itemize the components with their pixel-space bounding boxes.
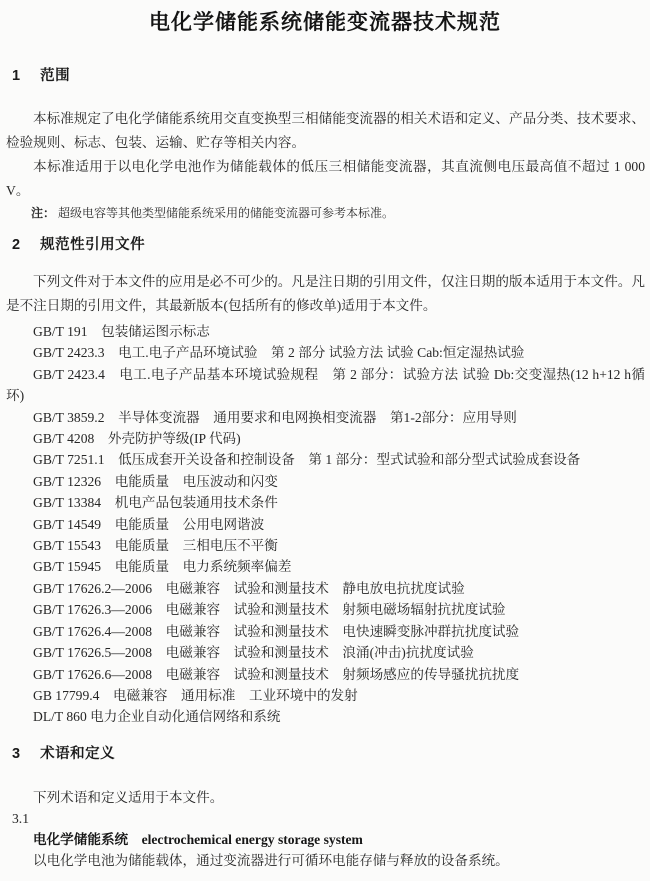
section-1-label: 范围 — [40, 68, 71, 84]
reference-item: GB/T 3859.2 半导体变流器 通用要求和电网换相变流器 第1-2部分：应用导则 — [33, 409, 517, 425]
reference-item: GB/T 17626.6—2008 电磁兼容 试验和测量技术 射频场感应的传导骚扰抗扰度 — [33, 666, 520, 682]
term-english: electrochemical energy storage system — [141, 831, 363, 847]
terms-intro-paragraph: 下列术语和定义适用于本文件。 — [33, 789, 224, 805]
normative-references-list — [6, 321, 645, 728]
reference-item: GB/T 17626.5—2008 电磁兼容 试验和测量技术 浪涌(冲击)抗扰度试验 — [33, 645, 474, 661]
reference-item: GB/T 17626.4—2008 电磁兼容 试验和测量技术 电快速瞬变脉冲群抗扰度试验 — [33, 623, 520, 639]
section-1-number: 1 — [12, 68, 21, 84]
document-title: 电化学储能系统储能变流器技术规范 — [149, 11, 501, 34]
section-3-heading — [12, 746, 650, 763]
term-chinese: 电化学储能系统 — [33, 831, 129, 847]
section-1-heading — [12, 68, 650, 85]
reference-item: GB/T 12326 电能质量 电压波动和闪变 — [33, 473, 278, 489]
section-3-number: 3 — [12, 745, 21, 762]
scope-paragraph-1: 本标准规定了电化学储能系统用交直变换型三相储能变流器的相关术语和定义、产品分类、技术要求、检验规则、标志、包装、运输、贮存等相关内容。 — [6, 111, 645, 150]
reference-item: GB/T 2423.4 电工.电子产品基本环境试验规程 第 2 部分：试验方法 试验 Db:交变湿热(12 h+12 h循环) — [6, 366, 645, 404]
reference-item: GB/T 191 包装储运图示标志 — [33, 324, 210, 339]
reference-item: GB/T 15543 电能质量 三相电压不平衡 — [33, 538, 278, 554]
references-intro-paragraph: 下列文件对于本文件的应用是必不可少的。凡是注日期的引用文件，仅注日期的版本适用于本文件。凡是不注日期的引用文件，其最新版本(包括所有的修改单)适用于本文件。 — [6, 274, 645, 313]
note-label: 注： — [31, 206, 56, 220]
reference-item: GB/T 13384 机电产品包装通用技术条件 — [33, 495, 278, 511]
section-2-label: 规范性引用文件 — [40, 237, 146, 253]
reference-item: GB/T 7251.1 低压成套开关设备和控制设备 第 1 部分：型式试验和部分型式试验成套设备 — [33, 452, 581, 468]
reference-item: GB/T 2423.3 电工.电子产品环境试验 第 2 部分 试验方法 试验 Cab:恒定湿热试验 — [33, 345, 525, 361]
reference-item: GB 17799.4 电磁兼容 通用标准 工业环境中的发射 — [33, 687, 358, 703]
term-number: 3.1 — [12, 810, 29, 826]
reference-item: GB/T 17626.2—2006 电磁兼容 试验和测量技术 静电放电抗扰度试验 — [33, 580, 465, 596]
scope-note — [31, 206, 640, 221]
term-definition: 以电化学电池为储能载体，通过变流器进行可循环电能存储与释放的设备系统。 — [33, 852, 509, 868]
reference-item: GB/T 17626.3—2006 电磁兼容 试验和测量技术 射频电磁场辐射抗扰度试验 — [33, 602, 506, 618]
scope-paragraph-2: 本标准适用于以电化学电池作为储能载体的低压三相储能变流器，其直流侧电压最高值不超过 1 000 V。 — [6, 159, 645, 198]
section-2-heading — [12, 237, 650, 254]
reference-item: GB/T 15945 电能质量 电力系统频率偏差 — [33, 559, 292, 575]
term-entry — [33, 829, 650, 850]
section-3-label: 术语和定义 — [40, 745, 116, 762]
section-2-number: 2 — [12, 237, 21, 253]
reference-item: GB/T 4208 外壳防护等级(IP 代码) — [33, 431, 241, 447]
reference-item: DL/T 860 电力企业自动化通信网络和系统 — [33, 709, 281, 725]
reference-item: GB/T 14549 电能质量 公用电网谐波 — [33, 516, 265, 532]
note-text: 超级电容等其他类型储能系统采用的储能变流器可参考本标准。 — [58, 206, 395, 220]
